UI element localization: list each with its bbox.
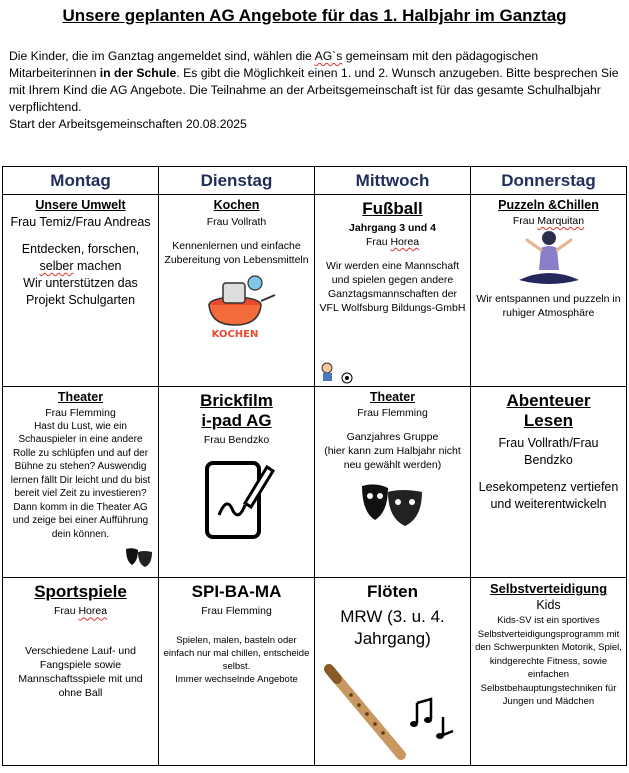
ag-desc: Lesekompetenz vertiefen und weiterentwickeln xyxy=(478,479,619,511)
intro-paragraph xyxy=(9,48,621,116)
cell-selbstverteidigung xyxy=(471,578,627,766)
svg-text:KOCHEN: KOCHEN xyxy=(211,329,258,340)
ag-title-2: i-pad AG xyxy=(201,410,272,430)
ag-subtitle: Jahrgang 3 und 4 xyxy=(349,222,436,235)
cell-brickfilm xyxy=(159,386,315,578)
day-tuesday: Dienstag xyxy=(159,167,315,195)
ag-desc: Kids-SV ist ein sportives Selbstverteidigungsprogramm mit den Schwerpunkten Motorik, Spiel, kindgerechte Fitness, sowie einfachen Selbstbehauptungstechniken für Jungen und Mädchen xyxy=(475,615,622,708)
ag-title: SPI-BA-MA xyxy=(191,582,282,602)
intro-part-3: . Es gibt die Möglichkeit einen 1. und 2. Wunsch anzugeben. Bitte besprechen Sie mit Ihrem Kind die AG Angebote. Die Teilnahme an der Arbeitsgemeinschaft ist für das gesamte Schulhalbjahr verpflichtend. xyxy=(9,66,619,114)
cell-spi-ba-ma xyxy=(159,578,315,766)
ag-desc: (hier kann zum Halbjahr nicht neu gewählt werden) xyxy=(324,444,461,471)
table-row xyxy=(3,578,627,766)
ag-subtitle: Kids xyxy=(536,598,561,613)
ag-teacher: Frau Vollrath xyxy=(206,216,267,229)
ag-teacher: Frau Flemming xyxy=(357,406,428,419)
ag-title: Fußball xyxy=(362,199,423,219)
ag-title: Selbstverteidigung xyxy=(489,581,608,597)
schedule-table xyxy=(2,166,627,766)
ag-teacher: Frau Temiz/Frau Andreas xyxy=(10,215,151,230)
ag-teacher: Frau Vollrath/Frau Bendzko xyxy=(498,435,599,467)
cell-unsere-umwelt xyxy=(3,195,159,387)
ag-desc: Verschiedene Lauf- und Fangspiele sowie Mannschaftsspiele mit und ohne Ball xyxy=(18,645,143,700)
ag-title: Abenteuer xyxy=(506,390,591,410)
start-date: Start der Arbeitsgemeinschaften 20.08.2025 xyxy=(9,117,247,131)
ag-desc: selber machen xyxy=(39,259,122,274)
page-title: Unsere geplanten AG Angebote für das 1. Halbjahr im Ganztag xyxy=(62,6,567,25)
ag-desc: Wir unterstützen das Projekt Schulgarten xyxy=(23,276,138,308)
ag-desc: Kennenlernen und einfache Zubereitung von Lebensmitteln xyxy=(164,240,309,267)
day-wednesday: Mittwoch xyxy=(315,167,471,195)
intro-part-1: Die Kinder, die im Ganztag angemeldet sind, wählen die xyxy=(9,49,315,63)
intro-part-2: gemeinsam mit den pädagogischen Mitarbeiterinnen xyxy=(9,49,539,80)
table-row xyxy=(3,386,627,578)
ag-desc: Wir entspannen und puzzeln in ruhiger Atmosphäre xyxy=(476,293,621,320)
cell-abenteuer-lesen xyxy=(471,386,627,578)
cell-kochen xyxy=(159,195,315,387)
ag-title: Unsere Umwelt xyxy=(35,198,126,213)
cell-floeten xyxy=(315,578,471,766)
cell-fussball xyxy=(315,195,471,387)
intro-bold: in der Schule xyxy=(99,66,177,80)
intro-ags: AG`s xyxy=(314,49,343,63)
tablet-pen-icon xyxy=(197,455,277,545)
cooking-pot-icon xyxy=(197,267,277,339)
theater-masks-icon xyxy=(124,547,154,569)
ag-desc: Spielen, malen, basteln oder einfach nur mal chillen, entscheide selbst. xyxy=(163,635,310,673)
ag-teacher: Frau Bendzko xyxy=(203,433,270,446)
recorder-flute-icon xyxy=(319,663,469,763)
cell-sportspiele xyxy=(3,578,159,766)
ag-teacher: Frau Marquitan xyxy=(512,215,585,228)
ag-desc: Immer wechselnde Angebote xyxy=(175,674,298,686)
soccer-kid-icon xyxy=(317,362,357,384)
ag-desc: Entdecken, forschen, xyxy=(21,242,140,257)
ag-teacher: Frau Horea xyxy=(365,236,420,249)
ag-title: Flöten xyxy=(367,582,418,602)
ag-title: Theater xyxy=(57,389,104,404)
day-header-row xyxy=(3,167,627,195)
ag-desc: Wir werden eine Mannschaft und spielen gegen andere Ganztagsmannschaften der VFL Wolfsburg Bildungs-GmbH xyxy=(319,260,466,315)
intro-text xyxy=(9,48,621,133)
theater-masks-icon xyxy=(358,482,428,530)
day-thursday: Donnerstag xyxy=(471,167,627,195)
cell-theater xyxy=(3,386,159,578)
cell-theater-2 xyxy=(315,386,471,578)
cell-puzzeln xyxy=(471,195,627,387)
ag-title: Puzzeln &Chillen xyxy=(498,198,599,213)
day-monday: Montag xyxy=(3,167,159,195)
ag-teacher: Frau Flemming xyxy=(45,406,116,419)
ag-teacher: Frau Flemming xyxy=(201,605,272,618)
ag-subtitle: MRW (3. u. 4. Jahrgang) xyxy=(340,607,445,649)
ag-title: Brickfilm xyxy=(200,390,273,410)
ag-title-2: Lesen xyxy=(523,410,574,430)
ag-desc: Hast du Lust, wie ein Schauspieler in eine andere Rolle zu schlüpfen und auf der Bühne zu stehen? Auswendig lernen fällt Dir leicht und du bist bereit viel Zeit zu investieren? Dann komm in die Theater AG und zeige bei einer Aufführung dein können. xyxy=(10,420,151,540)
yoga-icon xyxy=(509,228,589,292)
ag-teacher: Frau Horea xyxy=(53,605,108,618)
ag-title: Kochen xyxy=(213,198,260,213)
ag-title: Sportspiele xyxy=(34,582,127,602)
ag-title: Theater xyxy=(369,389,416,404)
ag-desc: Ganzjahres Gruppe xyxy=(346,430,439,443)
table-row xyxy=(3,195,627,387)
